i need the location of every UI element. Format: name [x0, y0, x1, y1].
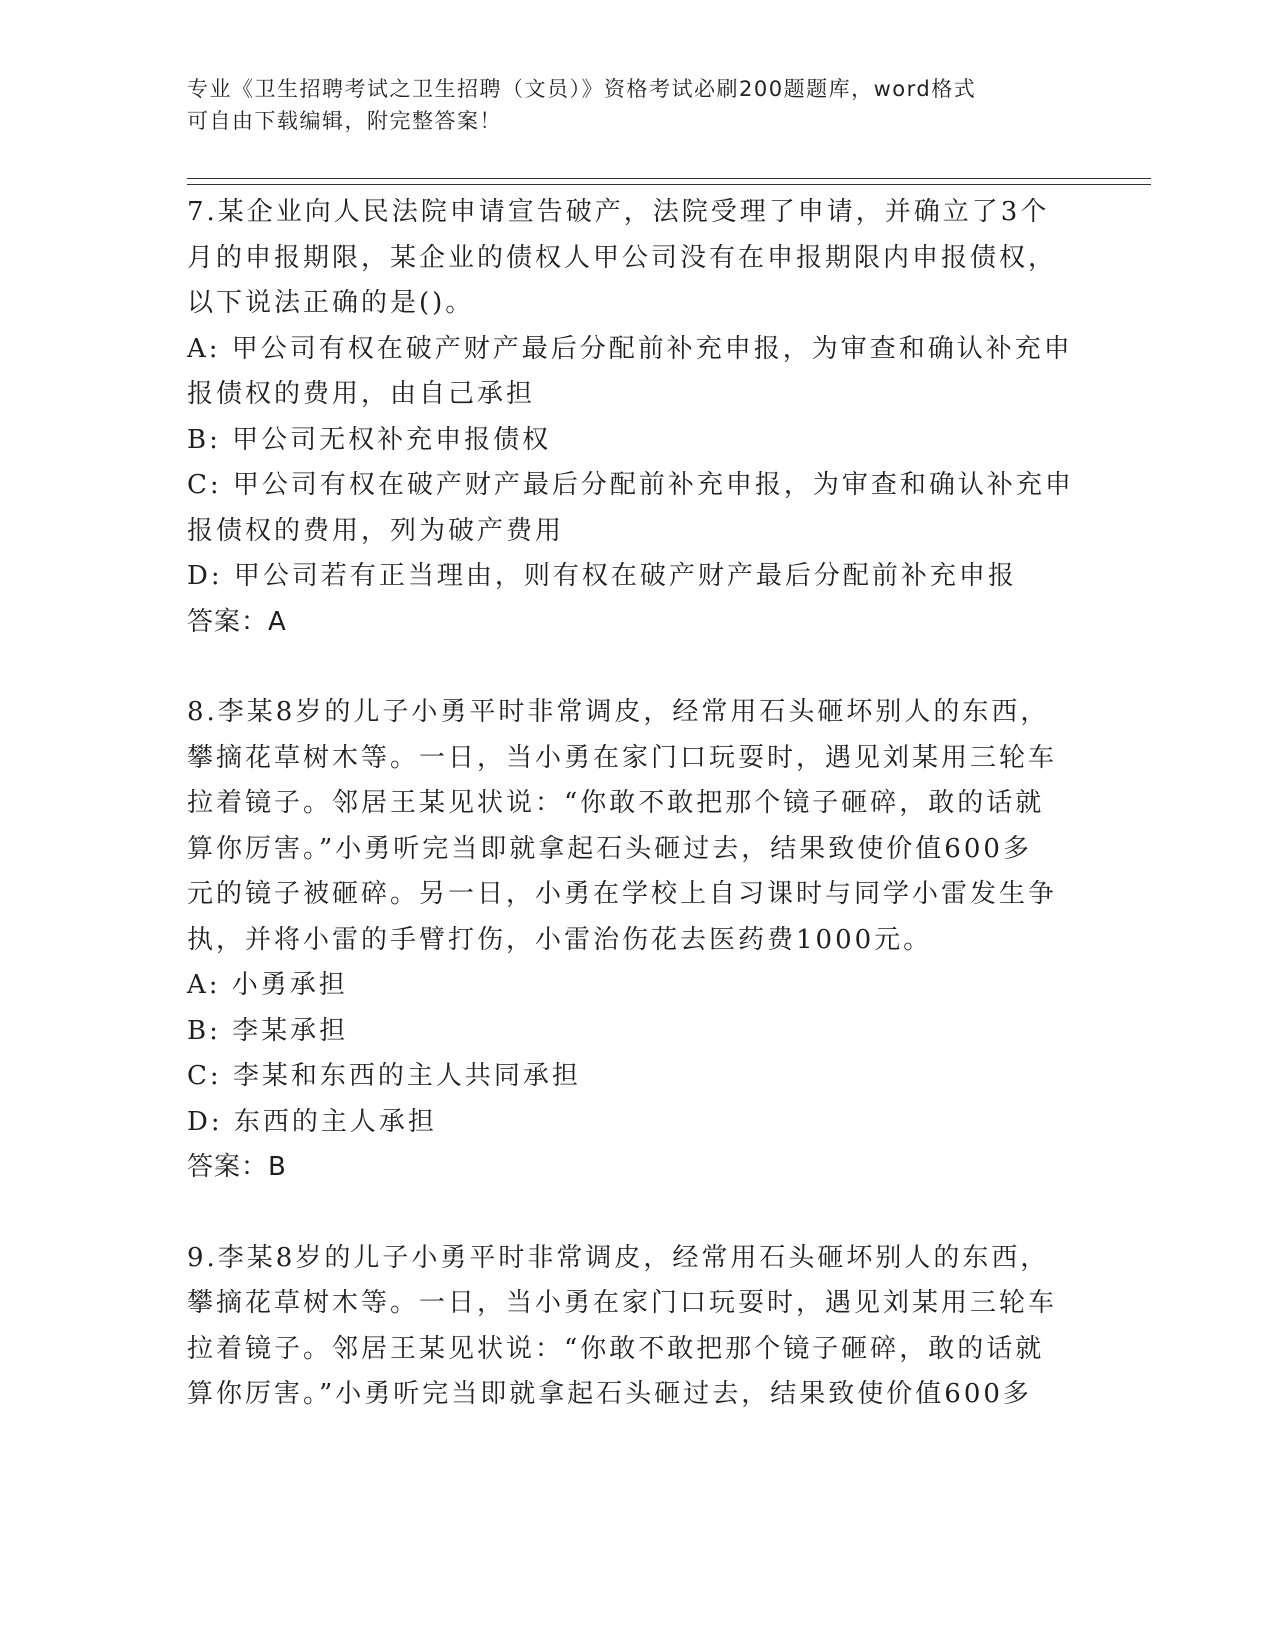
option-a-continued: 报债权的费用，由自己承担 — [187, 379, 536, 409]
stem-line: 攀摘花草树木等。一日，当小勇在家门口玩耍时，遇见刘某用三轮车 — [187, 1288, 1058, 1318]
header-line-1: 专业《卫生招聘考试之卫生招聘（文员）》资格考试必刷200题题库，word格式 — [187, 77, 977, 101]
stem-line: 7.某企业向人民法院申请宣告破产，法院受理了申请，并确立了3个 — [187, 197, 1050, 227]
header-divider-bottom — [187, 184, 1151, 185]
stem-line: 拉着镜子。邻居王某见状说：“你敢不敢把那个镜子砸碎，敢的话就 — [187, 1333, 1045, 1364]
question-7 — [187, 190, 1087, 645]
stem-line: 8.李某8岁的儿子小勇平时非常调皮，经常用石头砸坏别人的东西， — [187, 697, 1050, 727]
option-a: A: 甲公司有权在破产财产最后分配前补充申报，为审查和确认补充申 — [187, 333, 1073, 364]
answer-label: 答案：B — [187, 1152, 287, 1182]
option-d: D: 东西的主人承担 — [187, 1106, 437, 1137]
stem-line: 以下说法正确的是()。 — [187, 288, 475, 318]
option-a: A: 小勇承担 — [187, 970, 348, 1000]
question-8 — [187, 690, 1087, 1191]
stem-line: 执，并将小雷的手臂打伤，小雷治伤花去医药费1000元。 — [187, 924, 933, 955]
stem-line: 9.李某8岁的儿子小勇平时非常调皮，经常用石头砸坏别人的东西， — [187, 1242, 1050, 1273]
question-stem — [187, 1236, 1087, 1418]
option-b: B: 李某承担 — [187, 1015, 349, 1046]
question-stem — [187, 690, 1087, 963]
stem-line: 拉着镜子。邻居王某见状说：“你敢不敢把那个镜子砸碎，敢的话就 — [187, 788, 1045, 818]
option-c: C: 甲公司有权在破产财产最后分配前补充申报，为审查和确认补充申 — [187, 470, 1074, 500]
question-list — [187, 190, 1087, 1418]
stem-line: 元的镜子被砸碎。另一日，小勇在学校上自习课时与同学小雷发生争 — [187, 879, 1058, 909]
question-stem — [187, 190, 1087, 327]
document-header — [187, 73, 1087, 137]
answer-label: 答案：A — [187, 606, 287, 637]
option-b: B: 甲公司无权补充申报债权 — [187, 424, 552, 455]
stem-line: 算你厉害。”小勇听完当即就拿起石头砸过去，结果致使价值600多 — [187, 1379, 1032, 1409]
option-c: C: 李某和东西的主人共同承担 — [187, 1061, 581, 1091]
header-line-2: 可自由下载编辑，附完整答案！ — [187, 109, 502, 133]
stem-line: 月的申报期限，某企业的债权人甲公司没有在申报期限内申报债权， — [187, 242, 1058, 273]
stem-line: 攀摘花草树木等。一日，当小勇在家门口玩耍时，遇见刘某用三轮车 — [187, 742, 1058, 773]
question-9 — [187, 1236, 1087, 1418]
header-divider-top — [187, 178, 1151, 179]
option-c-continued: 报债权的费用，列为破产费用 — [187, 515, 565, 546]
stem-line: 算你厉害。”小勇听完当即就拿起石头砸过去，结果致使价值600多 — [187, 833, 1032, 864]
option-d: D: 甲公司若有正当理由，则有权在破产财产最后分配前补充申报 — [187, 561, 1017, 591]
